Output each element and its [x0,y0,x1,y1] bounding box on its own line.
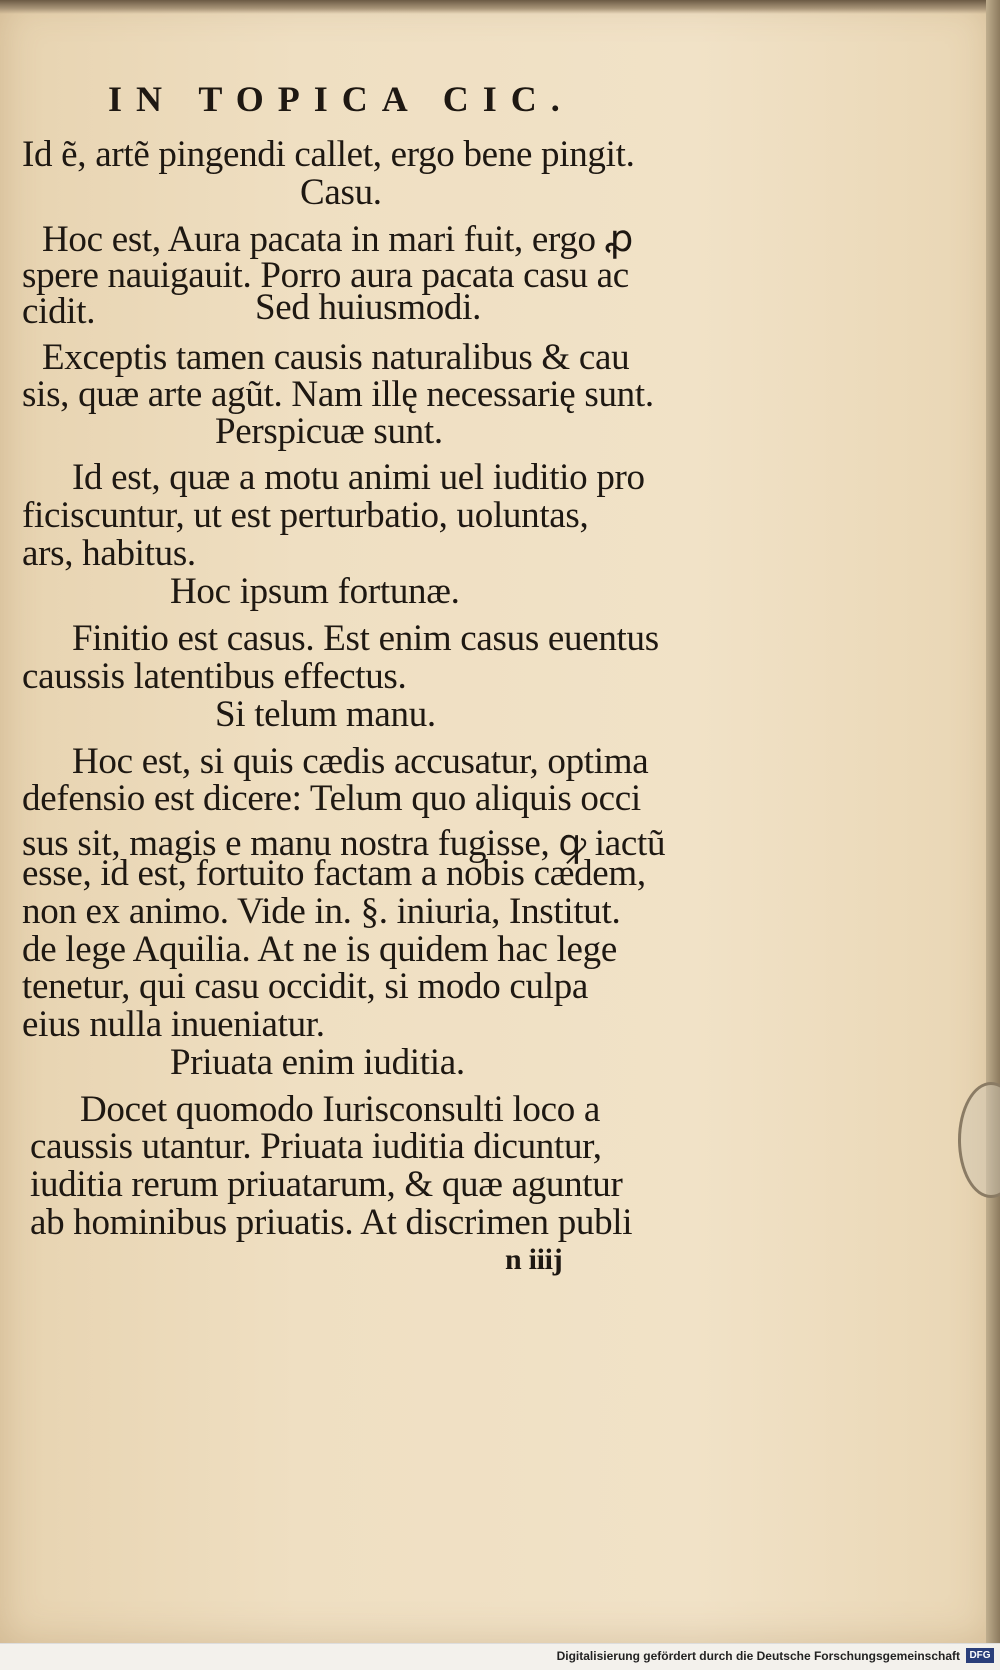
text-line: ficiscuntur, ut est perturbatio, uoluntas, [22,495,589,536]
text-line: Docet quomodo Iurisconsulti loco a [80,1089,601,1130]
text-line: Exceptis tamen causis naturalibus & cau [42,337,630,378]
text-line: esse, id est, fortuito factam a nobis cædem, [22,853,646,894]
signature-mark: n iiij [505,1243,563,1276]
dfg-logo: DFG [966,1648,994,1663]
text-line: Id est, quæ a motu animi uel iuditio pro [72,457,645,498]
lemma-heading: Si telum manu. [215,694,436,735]
text-line: iuditia rerum priuatarum, & quæ aguntur [30,1164,623,1205]
text-line: spere nauigauit. Porro aura pacata casu ac [22,255,629,296]
text-line: sis, quæ arte agũt. Nam illę necessarię sunt. [22,374,654,415]
text-line: non ex animo. Vide in. §. iniuria, Institut. [22,891,621,932]
text-line: Finitio est casus. Est enim casus euentus [72,618,659,659]
text-line: caussis utantur. Priuata iuditia dicuntur, [30,1126,602,1167]
text-line: Hoc est, Aura pacata in mari fuit, ergo ꝓ [42,219,634,260]
text-line: caussis latentibus effectus. [22,656,407,697]
lemma-heading: Priuata enim iuditia. [170,1042,465,1083]
text-line: sus sit, magis e manu nostra fugisse, ꝙ iactũ [22,823,666,864]
text-line: ab hominibus priuatis. At discrimen publi [30,1202,633,1243]
digitization-credit: Digitalisierung gefördert durch die Deutsche Forschungsgemeinschaft [556,1649,960,1663]
lemma-heading: Sed huiusmodi. [255,287,482,328]
text-line: tenetur, qui casu occidit, si modo culpa [22,966,589,1007]
lemma-heading: Perspicuæ sunt. [215,411,443,452]
running-header: IN TOPICA CIC. [108,79,574,119]
text-line: Id ẽ, artẽ pingendi callet, ergo bene pingit. [22,134,635,175]
text-line: de lege Aquilia. At ne is quidem hac lege [22,929,617,970]
lemma-heading: Hoc ipsum fortunæ. [170,571,460,612]
text-line: ars, habitus. [22,533,196,574]
text-line: cidit. [22,291,96,332]
text-line: defensio est dicere: Telum quo aliquis occi [22,778,641,819]
lemma-heading: Casu. [300,172,382,213]
text-line: eius nulla inueniatur. [22,1004,325,1045]
text-line: Hoc est, si quis cædis accusatur, optima [72,741,649,782]
